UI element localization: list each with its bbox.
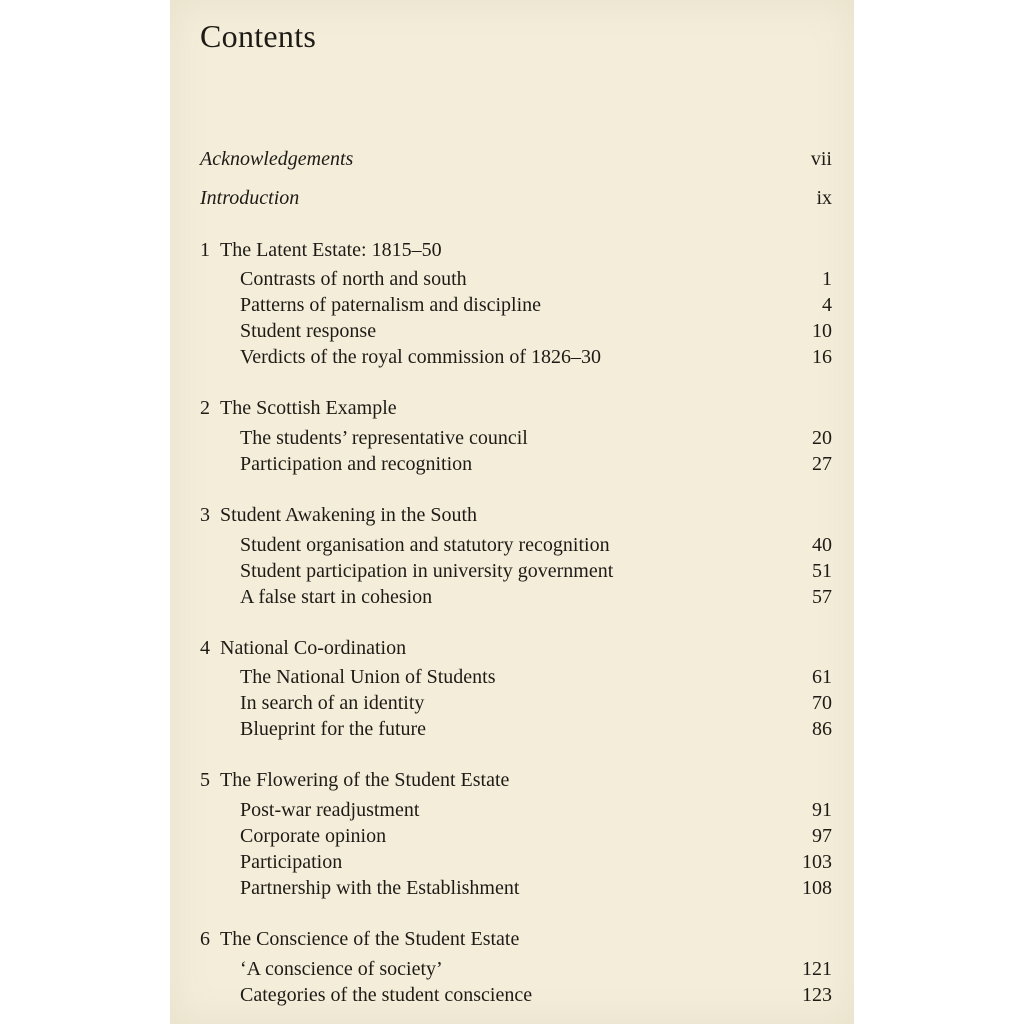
- toc-entry-label: Introduction: [200, 187, 300, 209]
- chapter-number: 2: [200, 397, 210, 419]
- toc-entry-introduction: [200, 185, 832, 211]
- section-label: Post-war readjustment: [240, 799, 420, 821]
- toc-entry-label: Acknowledgements: [200, 148, 354, 170]
- chapter-title: The Scottish Example: [220, 397, 397, 419]
- toc-section: [200, 425, 832, 451]
- toc-page-number: 103: [802, 851, 832, 873]
- toc-section: [200, 690, 832, 716]
- toc-section: [200, 875, 832, 901]
- toc-page-number: ix: [816, 187, 832, 209]
- toc-page-number: 91: [812, 799, 832, 821]
- section-label: Partnership with the Establishment: [240, 877, 520, 899]
- toc-section: [200, 664, 832, 690]
- chapter-heading: [200, 395, 832, 421]
- section-label: ‘A conscience of society’: [240, 958, 443, 980]
- chapter-title: The Flowering of the Student Estate: [220, 769, 510, 791]
- toc-page-number: 16: [812, 346, 832, 368]
- section-label: A false start in cohesion: [240, 586, 433, 608]
- toc-page-number: 4: [822, 294, 832, 316]
- toc-section: [200, 982, 832, 1008]
- toc-page-number: 121: [802, 958, 832, 980]
- chapter-heading: [200, 926, 832, 952]
- section-label: Verdicts of the royal commission of 1826–30: [240, 346, 602, 368]
- toc-page-number: 20: [812, 427, 832, 449]
- chapter-heading: [200, 767, 832, 793]
- toc-page-number: 86: [812, 718, 832, 740]
- toc-section: [200, 292, 832, 318]
- toc-page-number: 97: [812, 825, 832, 847]
- toc-page-number: vii: [810, 148, 832, 170]
- toc-section: [200, 451, 832, 477]
- toc-section: [200, 716, 832, 742]
- toc-section: [200, 558, 832, 584]
- toc-entry-acknowledgements: [200, 146, 832, 172]
- chapter-number: 4: [200, 637, 210, 659]
- toc-section: [200, 823, 832, 849]
- chapter-number: 6: [200, 928, 210, 950]
- chapter-heading: [200, 635, 832, 661]
- section-label: Patterns of paternalism and discipline: [240, 294, 542, 316]
- chapter-heading: [200, 502, 832, 528]
- chapter-number: 1: [200, 239, 210, 261]
- chapter-number: 5: [200, 769, 210, 791]
- section-label: Student participation in university government: [240, 560, 614, 582]
- section-label: Blueprint for the future: [240, 718, 427, 740]
- toc-section: [200, 584, 832, 610]
- toc-page-number: 61: [812, 666, 832, 688]
- toc-page-number: 123: [802, 984, 832, 1006]
- section-label: The National Union of Students: [240, 666, 496, 688]
- toc-page-number: 27: [812, 453, 832, 475]
- section-label: Participation: [240, 851, 343, 873]
- section-label: Categories of the student conscience: [240, 984, 533, 1006]
- toc-page-number: 57: [812, 586, 832, 608]
- section-label: Participation and recognition: [240, 453, 473, 475]
- toc-section: [200, 532, 832, 558]
- chapter-title: The Latent Estate: 1815–50: [220, 239, 442, 261]
- section-label: Contrasts of north and south: [240, 268, 467, 290]
- section-label: Student response: [240, 320, 377, 342]
- toc-section: [200, 849, 832, 875]
- toc-page-number: 10: [812, 320, 832, 342]
- toc-page-number: 70: [812, 692, 832, 714]
- chapter-title: National Co-ordination: [220, 637, 407, 659]
- toc-page-number: 1: [822, 268, 832, 290]
- chapter-heading: [200, 237, 832, 263]
- section-label: Corporate opinion: [240, 825, 387, 847]
- toc-page-number: 40: [812, 534, 832, 556]
- section-label: The students’ representative council: [240, 427, 528, 449]
- toc-section: [200, 797, 832, 823]
- toc-page-number: 51: [812, 560, 832, 582]
- toc-page-number: 108: [802, 877, 832, 899]
- toc-section: [200, 318, 832, 344]
- chapter-title: Student Awakening in the South: [220, 504, 478, 526]
- toc-section: [200, 956, 832, 982]
- page-title: Contents: [200, 18, 317, 54]
- section-label: Student organisation and statutory recognition: [240, 534, 610, 556]
- toc-section: [200, 344, 832, 370]
- section-label: In search of an identity: [240, 692, 425, 714]
- chapter-title: The Conscience of the Student Estate: [220, 928, 520, 950]
- chapter-number: 3: [200, 504, 210, 526]
- toc-section: [200, 266, 832, 292]
